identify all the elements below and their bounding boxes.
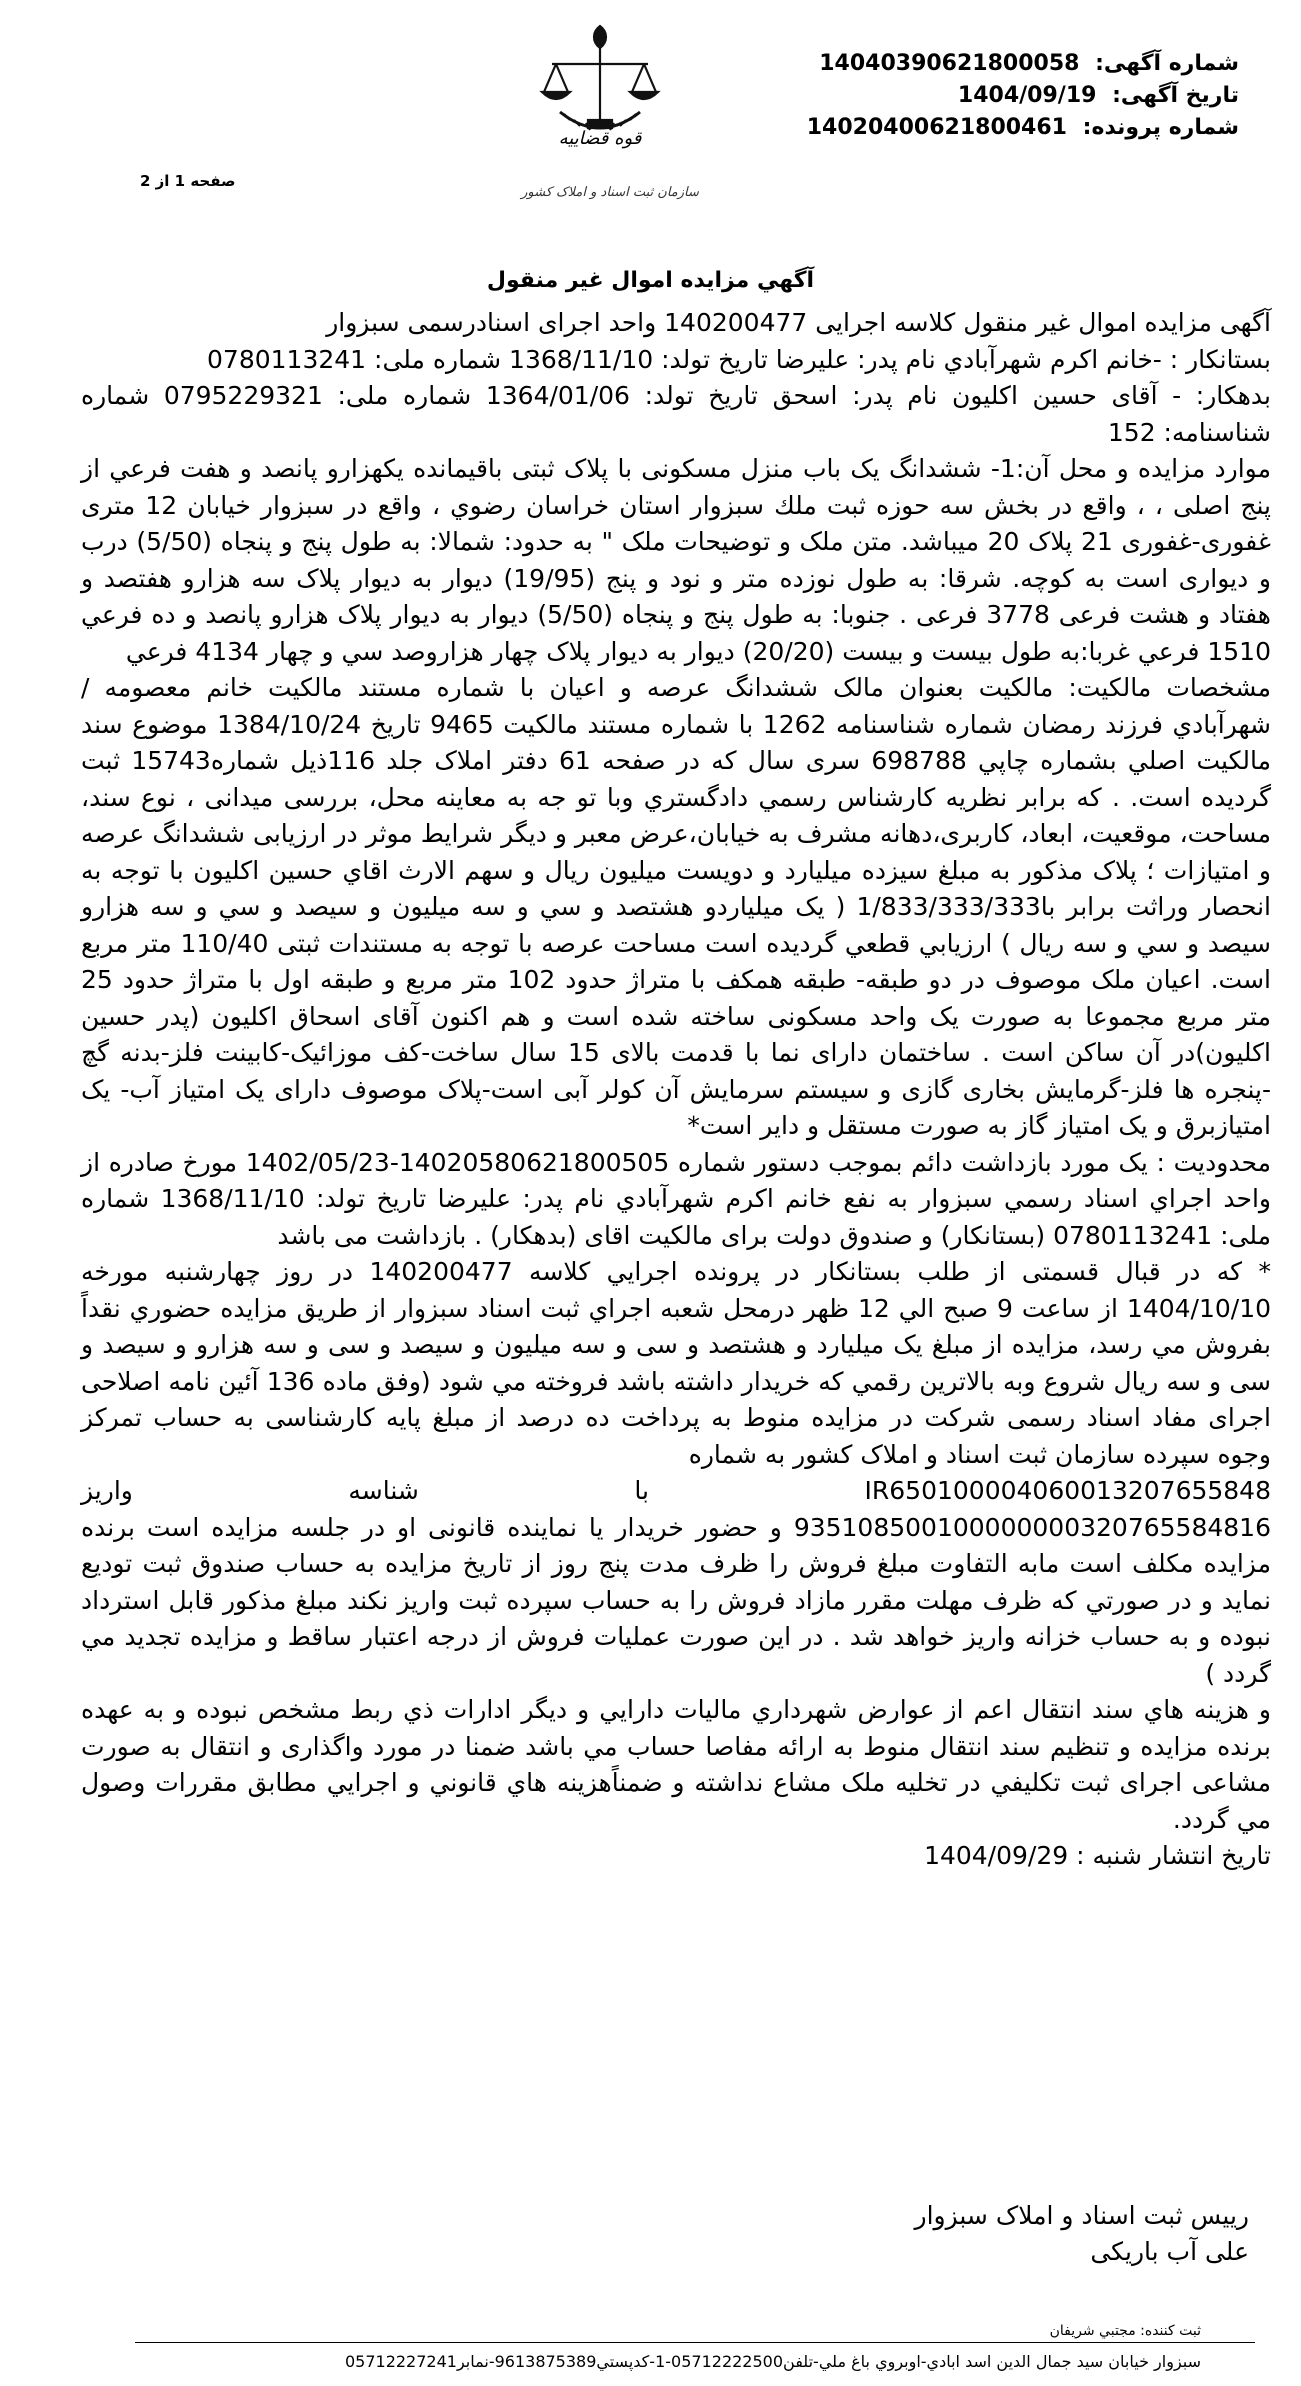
signature-title: رييس ثبت اسناد و املاک سبزوار — [914, 2201, 1249, 2230]
signature-name: علی آب باريكی — [1090, 2237, 1249, 2266]
paragraph-restriction: محدوديت : يک مورد بازداشت دائم بموجب دستور شماره 14020580621800505-1402/05/23 مورخ صادره از واحد اجراي اسناد رسمي سبزوار به نفع خانم اكرم شهرآبادي نام پدر: عليرضا تاريخ تولد: 1368/11/10 شماره ملی: 0780113241 (بستانكار) و صندوق دولت برای مالكيت اقای (بدهكار) . بازداشت می باشد — [81, 1147, 1271, 1250]
ad-number-value: 14040390621800058 — [819, 51, 1080, 76]
ad-number-row — [699, 48, 1239, 80]
notice-meta — [699, 48, 1239, 144]
signature-block — [915, 2198, 1250, 2270]
notice-title: آگهي مزايده اموال غير منقول — [486, 268, 815, 293]
paragraph-creditor: بستانكار : -خانم اكرم شهرآبادي نام پدر: عليرضا تاريخ تولد: 1368/11/10 شماره ملی: 0780113241 — [207, 344, 1271, 374]
ad-date-label: تاریخ آگهی: — [1112, 83, 1239, 108]
paragraph-ownership: مشخصات مالكيت: مالكيت بعنوان مالک ششدانگ عرصه و اعيان با شماره مستند مالكيت خانم معصومه / شهرآبادي فرزند رمضان شماره شناسنامه 1262 با شماره مستند مالكيت 9465 تاريخ 1384/10/24 موضوع سند مالكيت اصلي بشماره چاپي 698788 سری سال كه در صفحه 61 دفتر املاک جلد 116ذيل شماره15743 ثبت گرديده است. . كه برابر نظريه كارشناس رسمي دادگستري وبا تو جه به معاينه محل، بررسی ميدانی ، نوع سند، مساحت، موقعيت، ابعاد، كاربری،دهانه مشرف به خيابان،عرض معبر و ديگر شرايط موثر در ارزيابی ششدانگ عرصه و امتيازات ؛ پلاک مذكور به مبلغ سيزده ميليارد و دويست ميليون ريال و سهم الارث اقاي حسين اكليون با توجه به انحصار وراثت برابر با1/833/333/333 ( يک ميلياردو هشتصد و سي و سه ميليون و سيصد و سي و سه هزارو سيصد و سي و سه ريال ) ارزيابي قطعي گرديده است مساحت عرصه با توجه به مستندات ثبتی 110/40 متر مربع است. اعيان ملک موصوف در دو طبقه- طبقه همكف با متراژ حدود 102 متر مربع و طبقه اول با متراژ حدود 25 متر مربع مجموعا به صورت يک واحد مسكونی ساخته شده است و هم اكنون آقای اسحاق اكليون (پدر حسين اكليون)در آن ساكن است . ساختمان دارای نما با قدمت بالای 15 سال ساخت-كف موزائيک-كابينت فلز-بدنه گچ -پنجره ها فلز-گرمايش بخاری گازی و سيستم سرمايش آن كولر آبی است-پلاک موصوف دارای يک امتياز آب- يک امتيازبرق و يک امتياز گاز به صورت مستقل و داير است* — [81, 673, 1271, 1140]
paragraph-payment: 935108500100000000320765584816 و حضور خريدار يا نماينده قانونی او در جلسه مزايده است برنده مزايده مكلف است مابه التفاوت مبلغ فروش را ظرف مدت پنج روز از تاريخ مزايده به حساب صندوق ثبت توديع نمايد و در صورتي كه ظرف مهلت مقرر مازاد فروش را به حساب سپرده ثبت واريز نكند مبلغ مذكور قابل استرداد نبوده و به حساب خزانه واريز خواهد شد . در اين صورت عمليات فروش از درجه اعتبار ساقط و مزايده تجديد مي گردد ) — [81, 1512, 1271, 1688]
footer-divider — [135, 2342, 1255, 2343]
ad-date-value: 1404/09/19 — [957, 83, 1097, 108]
ad-number-label: شماره آگهی: — [1095, 51, 1239, 76]
case-number-value: 14020400621800461 — [806, 115, 1067, 140]
paragraph-publish-date: تاريخ انتشار شنبه : 1404/09/29 — [924, 1841, 1271, 1870]
paragraph-auction: * كه در قبال قسمتی از طلب بستانكار در پرونده اجرايي كلاسه 140200477 در روز چهارشنبه مورخه 1404/10/10 از ساعت 9 صبح الي 12 ظهر درمحل شعبه اجراي ثبت اسناد سبزوار از طريق مزايده حضوري نقداً بفروش مي رسد، مزايده از مبلغ يک ميليارد و هشتصد و سی و سه ميليون و سيصد و سی و سه هزارو و سيصد و سی و سه ريال شروع وبه بالاترين رقمي كه خريدار داشته باشد فروخته مي شود (وفق ماده 136 آئين نامه اصلاحی اجرای مفاد اسناد رسمی شركت در مزايده منوط به پرداخت ده درصد از مبلغ پايه كارشناسی به حساب تمركز وجوه سپرده سازمان ثبت اسناد و املاک كشور به شماره — [81, 1257, 1272, 1469]
footer-address: سبزوار خيابان سيد جمال الدين اسد ابادي-اوبروي باغ ملي-تلفن05712222500-1-كدپستي9613875389-نمابر05712227241 — [344, 2352, 1201, 2371]
paragraph-iban: IR650100004060013207655848 با شناسه واريز — [81, 1476, 1271, 1505]
registrar-label: ثبت كننده: مجتبي شريفان — [1049, 2323, 1201, 2339]
paragraph-intro: آگهی مزايده اموال غير منقول كلاسه اجرایی 140200477 واحد اجرای اسنادرسمی سبزوار — [326, 308, 1271, 337]
page-number: صفحه 1 از 2 — [140, 172, 236, 190]
paragraph-costs: و هزينه هاي سند انتقال اعم از عوارض شهرداري ماليات دارايي و ديگر ادارات ذي ربط مشخص نبوده و به عهده برنده مزايده و تنظيم سند انتقال منوط به ارائه مفاصا حساب مي باشد ضمنا در مورد واگذاری و انتقال به صورت مشاعی اجرای ثبت تكليفي در تخليه ملک مشاع نداشته و ضمناًهزينه هاي قانوني و اجرايي مطابق مقررات وصول مي گردد. — [81, 1695, 1271, 1834]
paragraph-property: موارد مزايده و محل آن:1- ششدانگ يک باب منزل مسكونی با پلاک ثبتی باقيمانده يكهزارو پانصد و هفت فرعي از پنج اصلی ، ، واقع در بخش سه حوزه ثبت ملك سبزوار استان خراسان رضوي ، واقع در سبزوار خيابان 12 متری غفوری-غفوری 21 پلاک 20 ميباشد. متن ملک و توضيحات ملک " به حدود: شمالا: به طول پنج و پنجاه (5/50) درب و ديواری است به كوچه. شرقا: به طول نوزده متر و نود و پنج (19/95) ديوار به ديوار پلاک سه هزارو هفتصد و هفتاد و هشت فرعی 3778 فرعی . جنوبا: به طول پنج و پنجاه (5/50) ديوار به ديوار پلاک هزارو پانصد و ده فرعي 1510 فرعي غربا:به طول بيست و بيست (20/20) ديوار به ديوار پلاک چهار هزاروصد سي و چهار 4134 فرعي — [81, 454, 1271, 666]
case-number-label: شماره پرونده: — [1082, 115, 1239, 140]
emblem-caption-registry: سازمان ثبت اسناد و املاک کشور — [521, 185, 699, 200]
case-number-row — [699, 112, 1239, 144]
emblem-caption-judiciary: قوه قضاییه — [558, 128, 642, 149]
paragraph-debtor: بدهكار: - آقای حسين اكليون نام پدر: اسحق تاريخ تولد: 1364/01/06 شماره ملی: 0795229321 شماره شناسنامه: 152 — [81, 381, 1271, 447]
notice-body — [81, 305, 1271, 1875]
ad-date-row — [699, 80, 1239, 112]
